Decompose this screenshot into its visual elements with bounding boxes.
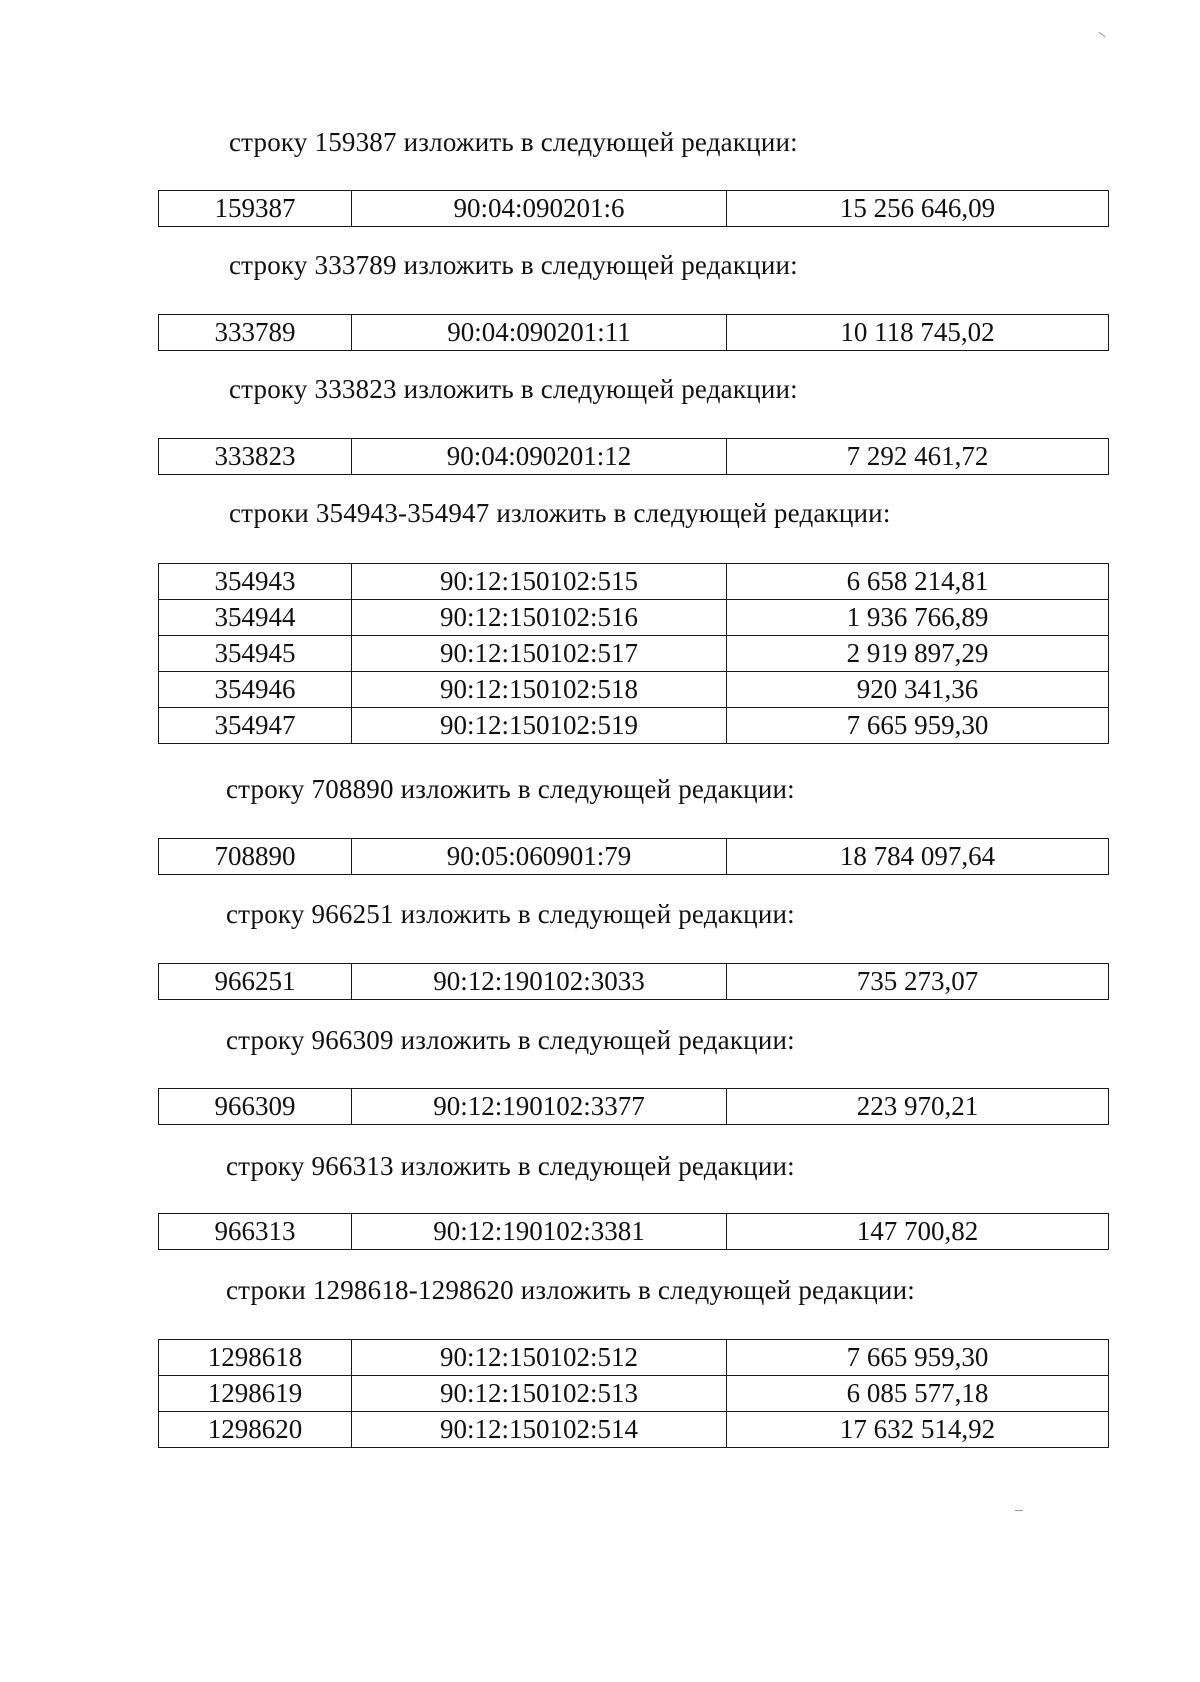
row-number-cell: 1298618 [159,1340,352,1376]
row-number-cell: 966309 [159,1089,352,1125]
table-row [159,564,1109,600]
amendment-table [158,1088,1109,1125]
amendment-table [158,190,1109,227]
value-cell: 1 936 766,89 [727,600,1109,636]
amendment-heading: строку 966313 изложить в следующей редакции: [226,1151,795,1181]
value-cell: 6 085 577,18 [727,1376,1109,1412]
row-number-cell: 333789 [159,315,352,351]
value-cell: 7 292 461,72 [727,439,1109,475]
amendment-table [158,314,1109,351]
value-cell: 735 273,07 [727,964,1109,1000]
amendment-heading: строку 333789 изложить в следующей редакции: [229,250,798,280]
amendment-heading: строки 354943-354947 изложить в следующей редакции: [229,498,891,528]
cadastral-number-cell: 90:12:150102:518 [352,672,727,708]
amendment-table [158,438,1109,475]
cadastral-number-cell: 90:05:060901:79 [352,839,727,875]
scan-mark [1015,1510,1023,1511]
row-number-cell: 966313 [159,1214,352,1250]
amendment-heading: строку 966309 изложить в следующей редакции: [226,1025,795,1055]
cadastral-number-cell: 90:12:150102:514 [352,1412,727,1448]
value-cell: 223 970,21 [727,1089,1109,1125]
table-row [159,315,1109,351]
cadastral-number-cell: 90:12:150102:512 [352,1340,727,1376]
table-row [159,439,1109,475]
amendment-heading: строку 333823 изложить в следующей редакции: [229,374,798,404]
row-number-cell: 1298619 [159,1376,352,1412]
value-cell: 15 256 646,09 [727,191,1109,227]
cadastral-number-cell: 90:12:150102:515 [352,564,727,600]
amendment-heading: строку 159387 изложить в следующей редакции: [229,127,798,157]
table-row [159,1376,1109,1412]
table-row [159,1089,1109,1125]
row-number-cell: 354944 [159,600,352,636]
value-cell: 10 118 745,02 [727,315,1109,351]
amendment-table [158,963,1109,1000]
value-cell: 920 341,36 [727,672,1109,708]
value-cell: 7 665 959,30 [727,1340,1109,1376]
amendment-heading: строку 966251 изложить в следующей редакции: [226,899,795,929]
cadastral-number-cell: 90:04:090201:6 [352,191,727,227]
row-number-cell: 354947 [159,708,352,744]
cadastral-number-cell: 90:04:090201:12 [352,439,727,475]
value-cell: 18 784 097,64 [727,839,1109,875]
value-cell: 17 632 514,92 [727,1412,1109,1448]
table-row [159,1340,1109,1376]
cadastral-number-cell: 90:12:150102:517 [352,636,727,672]
value-cell: 2 919 897,29 [727,636,1109,672]
row-number-cell: 354943 [159,564,352,600]
cadastral-number-cell: 90:12:190102:3381 [352,1214,727,1250]
cadastral-number-cell: 90:12:150102:516 [352,600,727,636]
table-row [159,600,1109,636]
row-number-cell: 333823 [159,439,352,475]
amendment-table [158,563,1109,744]
amendment-table [158,838,1109,875]
value-cell: 6 658 214,81 [727,564,1109,600]
cadastral-number-cell: 90:12:150102:513 [352,1376,727,1412]
row-number-cell: 1298620 [159,1412,352,1448]
value-cell: 147 700,82 [727,1214,1109,1250]
row-number-cell: 159387 [159,191,352,227]
cadastral-number-cell: 90:12:190102:3033 [352,964,727,1000]
row-number-cell: 966251 [159,964,352,1000]
table-row [159,191,1109,227]
table-row [159,1412,1109,1448]
amendment-table [158,1339,1109,1448]
row-number-cell: 354945 [159,636,352,672]
cadastral-number-cell: 90:12:190102:3377 [352,1089,727,1125]
table-row [159,839,1109,875]
row-number-cell: 354946 [159,672,352,708]
value-cell: 7 665 959,30 [727,708,1109,744]
table-row [159,636,1109,672]
amendment-table [158,1213,1109,1250]
table-row [159,708,1109,744]
table-row [159,1214,1109,1250]
amendment-heading: строку 708890 изложить в следующей редакции: [226,774,795,804]
table-row [159,672,1109,708]
cadastral-number-cell: 90:04:090201:11 [352,315,727,351]
row-number-cell: 708890 [159,839,352,875]
amendment-heading: строки 1298618-1298620 изложить в следующей редакции: [226,1275,915,1305]
table-row [159,964,1109,1000]
cadastral-number-cell: 90:12:150102:519 [352,708,727,744]
scan-mark [1098,32,1105,37]
